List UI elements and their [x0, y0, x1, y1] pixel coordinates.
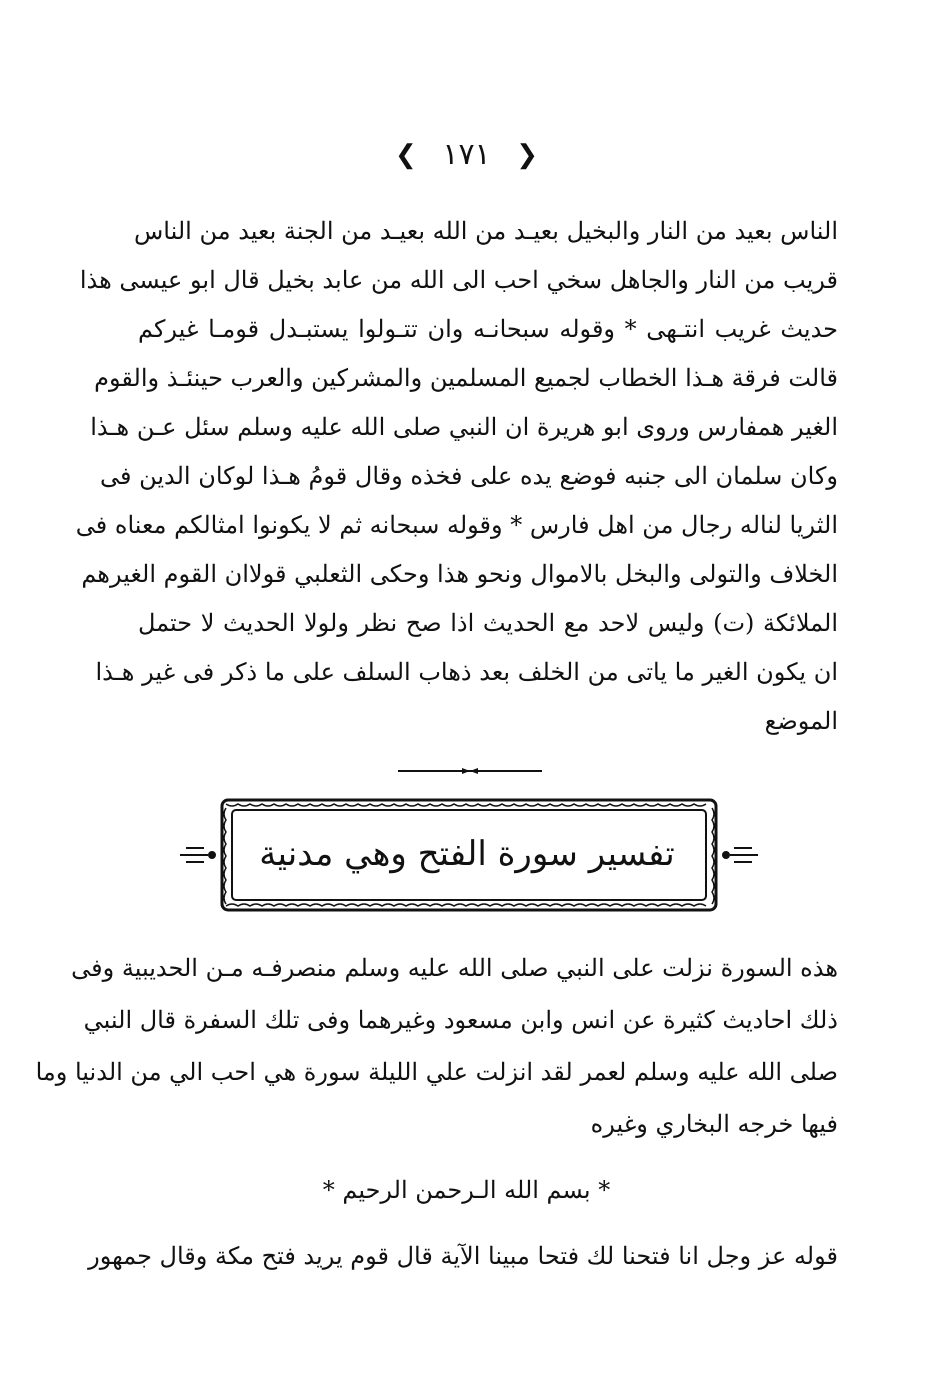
text-line: الناس بعيد من النار والبخيل بعيـد من الله بعيـد من الجنة بعيد من الناس: [133, 217, 838, 245]
text-line: قالت فرقة هـذا الخطاب لجميع المسلمين والمشركين والعرب حينئـذ والقوم: [94, 364, 838, 392]
paragraph-introduction: [35, 942, 838, 1150]
page-number-header: [0, 132, 933, 177]
ornament-right-icon: ❯: [394, 140, 417, 170]
section-divider: [398, 768, 542, 774]
text-line: ان يكون الغير ما ياتى من الخلف بعد ذهاب السلف على ما ذكر فى غير هـذا: [95, 658, 838, 686]
paragraph-commentary: [75, 207, 838, 746]
ornament-left-icon: ❮: [516, 140, 539, 170]
paragraph-verse-commentary: [88, 1232, 838, 1281]
page-number: ١٧١: [442, 137, 491, 172]
text-line: قوله عز وجل انا فتحنا لك فتحا مبينا الآية قال قوم يريد فتح مكة وقال جمهور: [88, 1242, 838, 1270]
text-line: الثريا لناله رجال من اهل فارس * وقوله سبحانه ثم لا يكونوا امثالكم معناه فى: [75, 511, 838, 539]
text-line: الخلاف والتولى والبخل بالاموال ونحو هذا وحكى الثعلبي قولاان القوم الغيرهم: [81, 560, 838, 588]
basmala: * بسم الله الـرحمن الرحيم *: [322, 1176, 611, 1204]
text-line: فيها خرجه البخاري وغيره: [590, 1110, 838, 1138]
text-line: هذه السورة نزلت على النبي صلى الله عليه وسلم منصرفـه مـن الحديبية وفى: [71, 954, 838, 982]
text-line: الملائكة (ت) وليس لاحد مع الحديث اذا صح نظر ولولا الحديث لا حتمل: [138, 609, 838, 637]
text-line: الغير همفارس وروى ابو هريرة ان النبي صلى الله عليه وسلم سئل عـن هـذا: [90, 413, 838, 441]
text-line: ذلك احاديث كثيرة عن انس وابن مسعود وغيرهما وفى تلك السفرة قال النبي: [83, 1006, 838, 1034]
text-line: قريب من النار والجاهل سخي احب الى الله من عابد بخيل قال ابو عيسى هذا: [79, 266, 838, 294]
text-line: صلى الله عليه وسلم لعمر لقد انزلت علي الليلة سورة هي احب الي من الدنيا وما: [35, 1058, 838, 1086]
text-line: حديث غريب انتـهى * وقوله سبحانـه وان تتـولوا يستبـدل قومـا غيركم: [138, 315, 838, 343]
text-line: الموضع: [764, 707, 838, 735]
surah-title: تفسير سورة الفتح وهي مدنية: [259, 834, 675, 874]
text-line: وكان سلمان الى جنبه فوضع يده على فخذه وقال قومُ هـذا لوكان الدين فى: [99, 462, 838, 490]
